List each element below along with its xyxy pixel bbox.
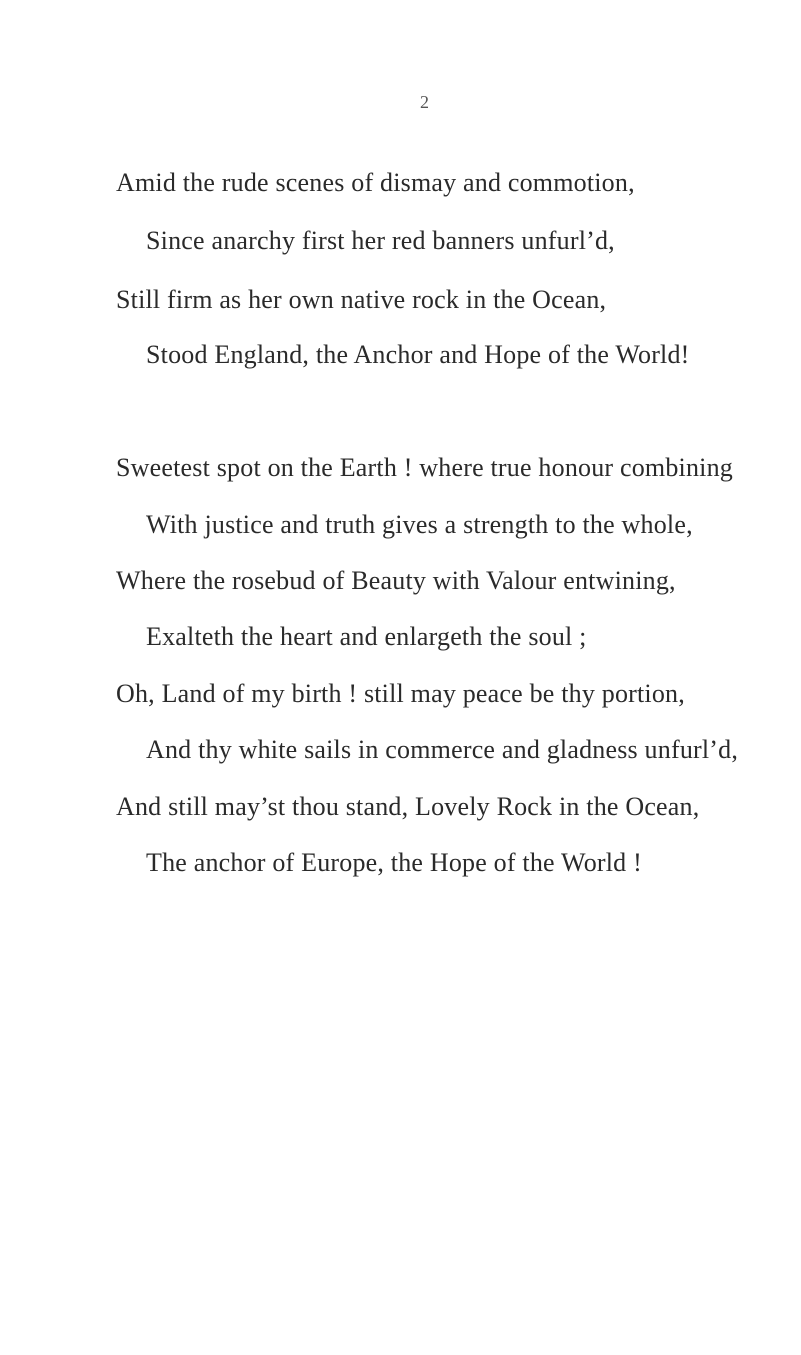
poem-line: The anchor of Europe, the Hope of the World ! xyxy=(146,848,642,877)
poem-line: And thy white sails in commerce and gladness unfurl’d, xyxy=(146,735,739,764)
poem-line: Since anarchy first her red banners unfurl’d, xyxy=(146,226,615,255)
poem-line: Where the rosebud of Beauty with Valour entwining, xyxy=(116,566,676,595)
poem-line: Sweetest spot on the Earth ! where true honour combining xyxy=(116,453,733,482)
poem-line: And still may’st thou stand, Lovely Rock in the Ocean, xyxy=(116,792,700,821)
poem-line: Oh, Land of my birth ! still may peace be thy portion, xyxy=(116,679,685,708)
poem-line: Amid the rude scenes of dismay and commotion, xyxy=(116,168,635,197)
page-number: 2 xyxy=(420,92,429,112)
poem-line: With justice and truth gives a strength to the whole, xyxy=(146,510,693,539)
poem-line: Still firm as her own native rock in the Ocean, xyxy=(116,285,607,314)
poem-line: Stood England, the Anchor and Hope of the World! xyxy=(146,340,690,369)
poem-line: Exalteth the heart and enlargeth the soul ; xyxy=(146,622,587,651)
